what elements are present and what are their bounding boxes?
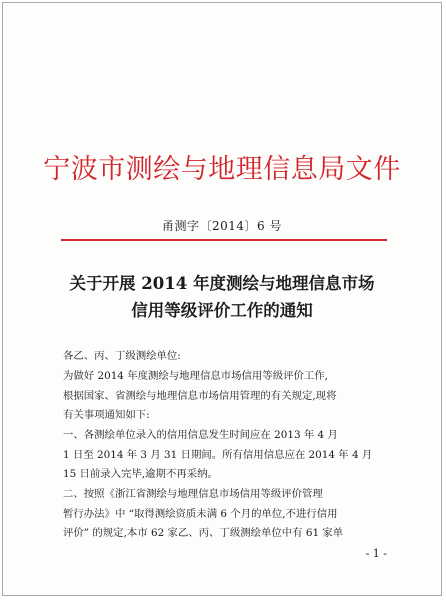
body-paragraph-1: [63, 367, 381, 426]
paragraph-line: 有关事项通知如下:: [63, 409, 150, 421]
document-number: 甬测字〔2014〕6 号: [162, 219, 282, 233]
paragraph-line: 一、各测绘单位录入的信用信息发生时间应在 2013 年 4 月: [63, 429, 338, 441]
paragraph-line: 为做好 2014 年度测绘与地理信息市场信用等级评价工作,: [63, 370, 328, 382]
paragraph-line: 暂行办法》中 “取得测绘资质未满 6 个月的单位,不进行信用: [63, 507, 338, 520]
body-paragraph-3: [63, 485, 381, 544]
page-number: - 1 -: [365, 547, 387, 560]
notice-title-line-2: 信用等级评价工作的通知: [131, 301, 313, 320]
salutation: 各乙、丙、丁级测绘单位:: [63, 350, 181, 362]
body-paragraph-2: [63, 426, 381, 485]
paragraph-line: 15 日前录入完毕,逾期不再采纳。: [63, 468, 218, 480]
document-page: [2, 2, 442, 596]
document-masthead: 宁波市测绘与地理信息局文件: [43, 154, 401, 185]
paragraph-line: 1 日至 2014 年 3 月 31 日期间。所有信用信息应在 2014 年 4 月: [63, 448, 373, 461]
red-separator-line: [61, 239, 387, 241]
paragraph-line: 评价” 的规定,本市 62 家乙、丙、丁级测绘单位中有 61 家单: [63, 527, 344, 539]
paragraph-line: 根据国家、省测绘与地理信息市场信用管理的有关规定,现将: [63, 389, 337, 402]
paragraph-line: 二、按照《浙江省测绘与地理信息市场信用等级评价管理: [63, 488, 323, 500]
notice-title-line-1: 关于开展 2014 年度测绘与地理信息市场: [69, 274, 375, 293]
